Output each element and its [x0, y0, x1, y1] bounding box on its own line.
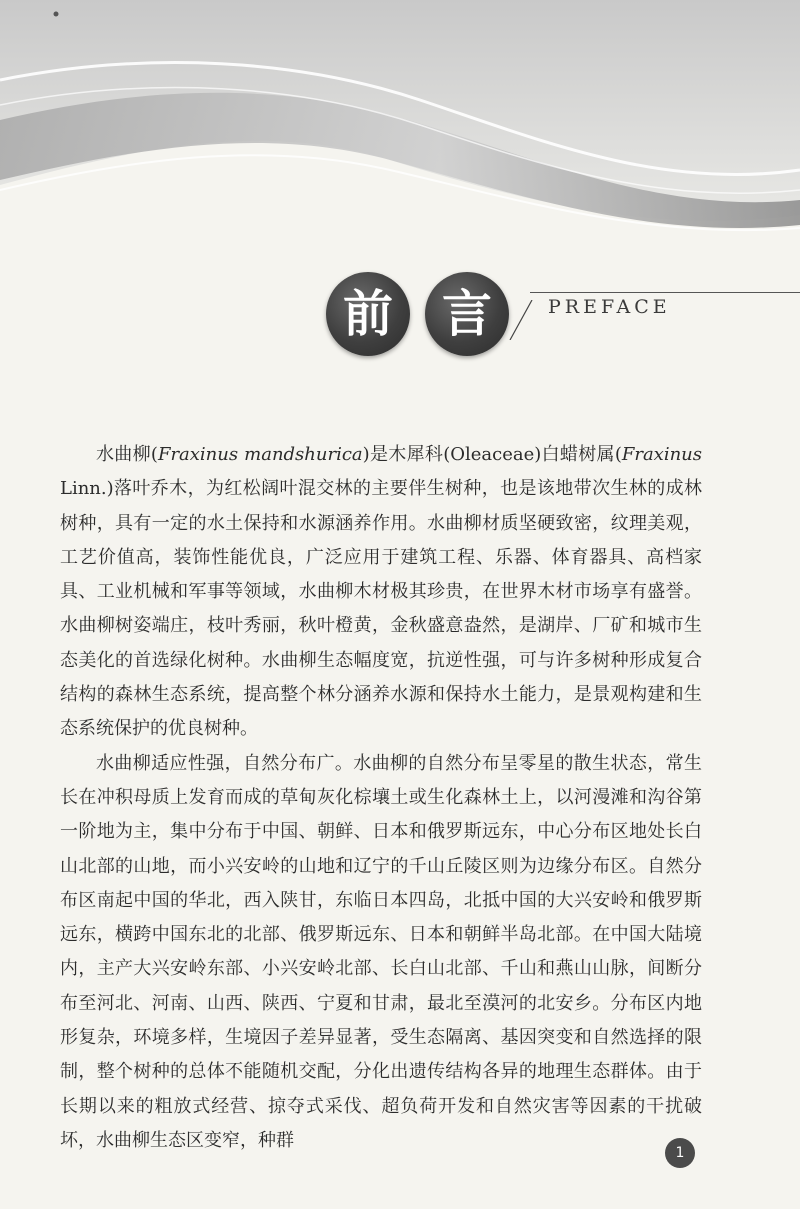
body-text	[60, 438, 702, 1158]
latin-name-genus: Fraxinus	[621, 444, 702, 465]
title-char-qian: 前	[326, 272, 410, 356]
paragraph-1-text-c: Linn.)落叶乔木，为红松阔叶混交林的主要伴生树种，也是该地带次生林的成林树种，具有一定的水土保持和水源涵养作用。水曲柳材质坚硬致密，纹理美观，工艺价值高，装饰性能优良，广泛应用于建筑工程、乐器、体育器具、高档家具、工业机械和军事等领域，水曲柳木材极其珍贵，在世界木材市场享有盛誉。水曲柳树姿端庄，枝叶秀丽，秋叶橙黄，金秋盛意盎然，是湖岸、厂矿和城市生态美化的首选绿化树种。水曲柳生态幅度宽，抗逆性强，可与许多树种形成复合结构的森林生态系统，提高整个林分涵养水源和保持水土能力，是景观构建和生态系统保护的优良树种。	[60, 478, 702, 740]
paragraph-1-text-a: 水曲柳(	[96, 444, 158, 465]
title-english: PREFACE	[548, 296, 671, 318]
title-char-yan: 言	[425, 272, 509, 356]
page-number: 1	[665, 1138, 695, 1168]
paragraph-2: 水曲柳适应性强，自然分布广。水曲柳的自然分布呈零星的散生状态，常生长在冲积母质上发育而成的草甸灰化棕壤土或生化森林土上，以河漫滩和沟谷第一阶地为主，集中分布于中国、朝鲜、日本和俄罗斯远东，中心分布区地处长白山北部的山地，而小兴安岭的山地和辽宁的千山丘陵区则为边缘分布区。自然分布区南起中国的华北，西入陕甘，东临日本四岛，北抵中国的大兴安岭和俄罗斯远东，横跨中国东北的北部、俄罗斯远东、日本和朝鲜半岛北部。在中国大陆境内，主产大兴安岭东部、小兴安岭北部、长白山北部、千山和燕山山脉，间断分布至河北、河南、山西、陕西、宁夏和甘肃，最北至漠河的北安乡。分布区内地形复杂，环境多样，生境因子差异显著，受生态隔离、基因突变和自然选择的限制，整个树种的总体不能随机交配，分化出遗传结构各异的地理生态群体。由于长期以来的粗放式经营、掠夺式采伐、超负荷开发和自然灾害等因素的干扰破坏，水曲柳生态区变窄，种群	[60, 752, 702, 1151]
title-block	[0, 0, 800, 380]
title-slash-decoration	[506, 300, 536, 340]
title-rule	[530, 292, 800, 293]
latin-name-species: Fraxinus mandshurica	[157, 444, 363, 465]
paragraph-1	[60, 438, 702, 747]
paragraph-1-text-b: )是木犀科(Oleaceae)白蜡树属(	[362, 444, 622, 465]
